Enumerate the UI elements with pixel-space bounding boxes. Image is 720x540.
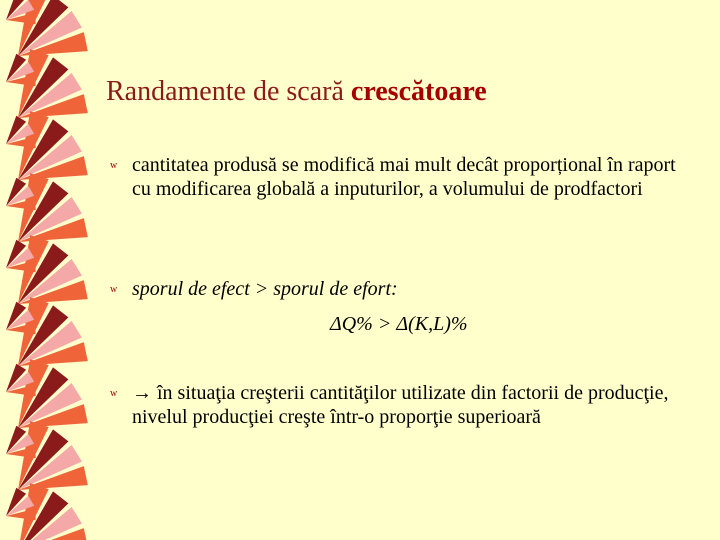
bullet-text: sporul de efect > sporul de efort: [132, 278, 398, 300]
bullet-text: cantitatea produsă se modifică mai mult decât proporțional în raport cu modificarea globală a inputurilor, a volumului de prodfactori [132, 154, 676, 200]
slide-title [106, 76, 487, 108]
title-regular: Randamente de scară [106, 76, 351, 107]
formula: ΔQ% > Δ(K,L)% [330, 313, 468, 335]
bullet-text: → în situaţia creşterii cantităţilor utilizate din factorii de producţie, nivelul producţiei creşte într-o proporţie superioară [132, 382, 669, 428]
bullet-icon: w [110, 284, 118, 295]
bullet-icon: w [110, 388, 118, 399]
decorative-border [0, 0, 110, 540]
title-bold: crescătoare [350, 76, 487, 107]
bullet-icon: w [110, 160, 118, 171]
